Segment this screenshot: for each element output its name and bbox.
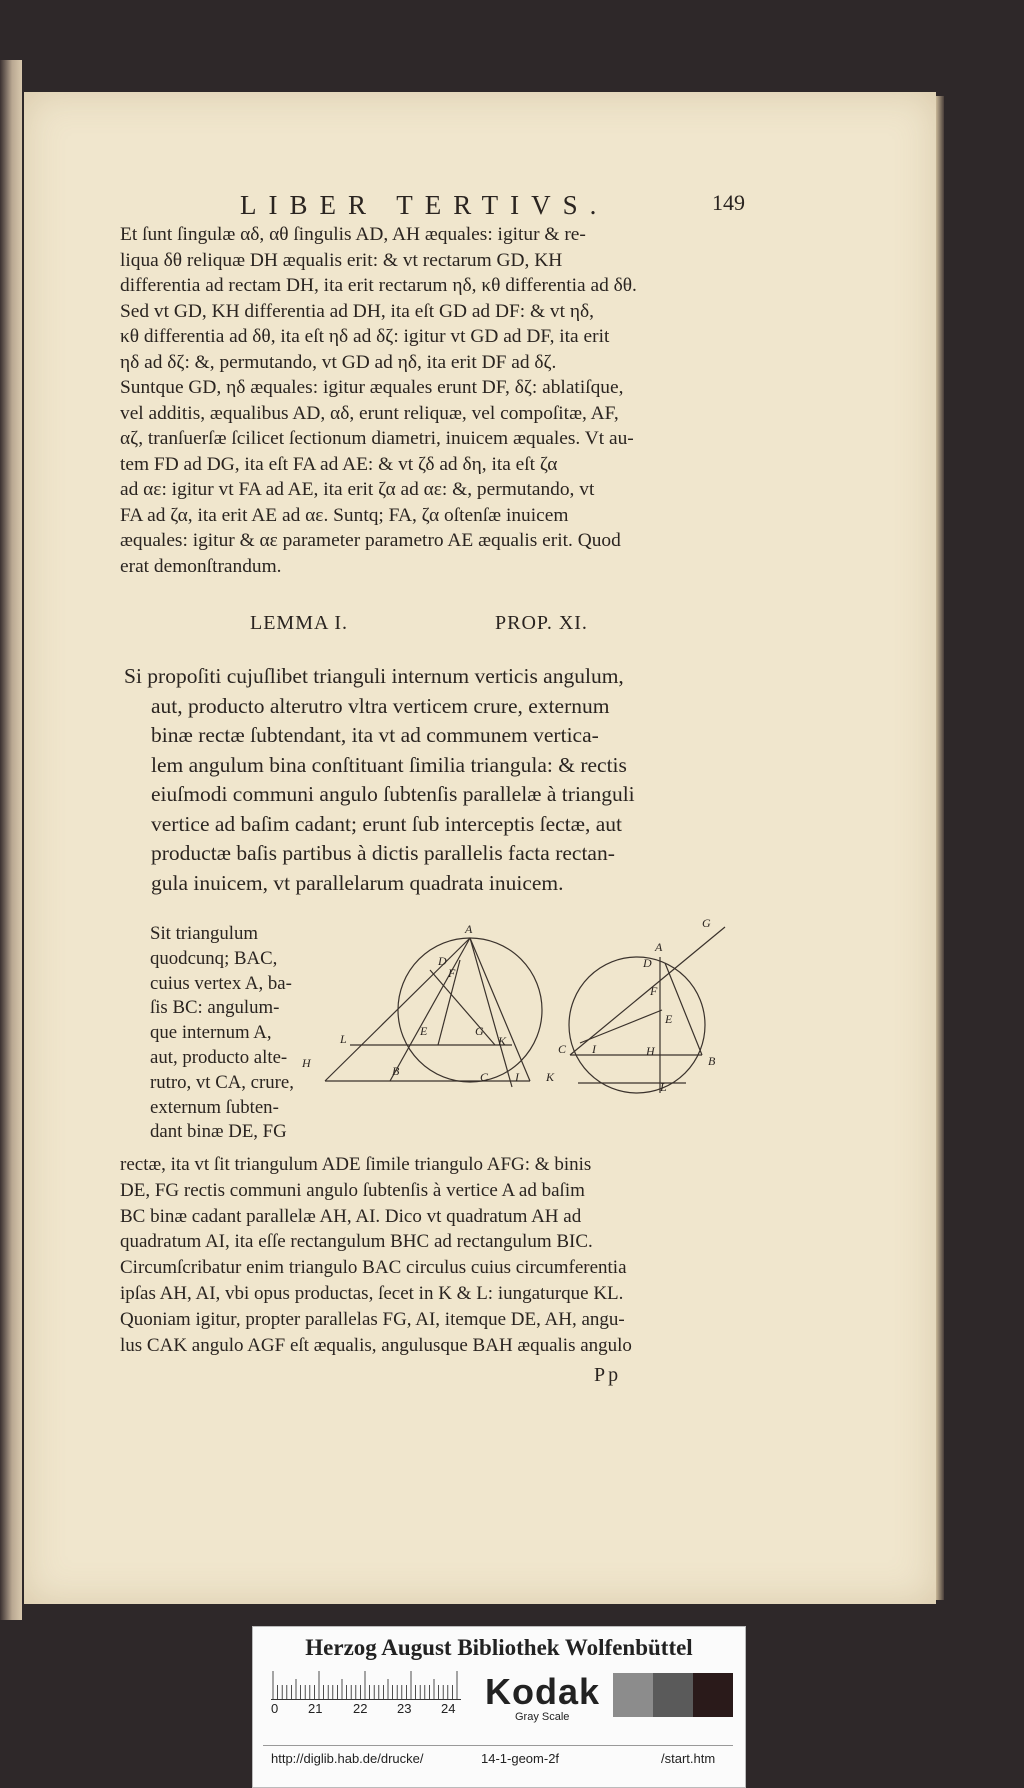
text-line: rutro, vt CA, crure, bbox=[150, 1071, 294, 1093]
left-line-ab bbox=[390, 938, 470, 1081]
label-e: E bbox=[420, 1024, 428, 1038]
text-line: erat demonſtrandum. bbox=[120, 555, 282, 577]
ruler-number: 21 bbox=[308, 1701, 323, 1716]
text-line: Sed vt GD, KH differentia ad DH, ita eſt GD ad DF: & vt ηδ, bbox=[120, 300, 594, 322]
label-l: L bbox=[340, 1032, 347, 1046]
left-circle bbox=[398, 938, 542, 1082]
kodak-logo: Kodak bbox=[485, 1671, 601, 1712]
label-d: D bbox=[438, 954, 447, 968]
text-line: aut, producto alte- bbox=[150, 1046, 288, 1068]
label-f2: F bbox=[650, 984, 658, 998]
text-line: κθ differentia ad δθ, ita eſt ηδ ad δζ: igitur vt GD ad DF, ita erit bbox=[120, 326, 610, 347]
label-a: A bbox=[465, 922, 473, 936]
label-d2: D bbox=[643, 956, 652, 970]
shelfmark: 14-1-geom-2f bbox=[481, 1751, 560, 1766]
text-line: vel additis, æqualibus AD, αδ, erunt reliquæ, vel compoſitæ, AF, bbox=[120, 402, 619, 424]
text-line: quadratum AI, ita eſſe rectangulum BHC ad rectangulum BIC. bbox=[120, 1231, 593, 1253]
measurement-ruler bbox=[271, 1671, 461, 1700]
text-line: differentia ad rectam DH, ita erit rectarum ηδ, κθ differentia ad δθ. bbox=[120, 275, 637, 296]
lower-paragraph bbox=[120, 1152, 750, 1358]
label-k: K bbox=[498, 1034, 507, 1048]
label-a2: A bbox=[655, 940, 663, 954]
library-title: Herzog August Bibliothek Wolfenbüttel bbox=[305, 1635, 693, 1660]
text-line: FA ad ζα, ita erit AE ad αε. Suntq; FA, ζα oſtenſæ inuicem bbox=[120, 504, 569, 526]
text-line: Circumſcribatur enim triangulo BAC circulus cuius circumferentia bbox=[120, 1257, 627, 1279]
right-line-gk bbox=[570, 927, 725, 1055]
text-line: ad αε: igitur vt FA ad AE, ita erit ζα ad αε: &, permutando, vt bbox=[120, 479, 595, 500]
text-line: Suntque GD, ηδ æquales: igitur æquales erunt DF, δζ: ablatiſque, bbox=[120, 377, 624, 398]
text-line: gula inuicem, vt parallelarum quadrata inuicem. bbox=[151, 870, 564, 895]
left-line-ai bbox=[470, 938, 512, 1087]
left-line-de bbox=[430, 970, 495, 1045]
text-line: quodcunq; BAC, bbox=[150, 947, 278, 969]
geometric-figure bbox=[302, 915, 730, 1115]
text-line: ipſas AH, AI, vbi opus productas, ſecet in K & L: iungaturque KL. bbox=[120, 1282, 624, 1304]
figure-side-text bbox=[150, 922, 320, 1145]
ruler-number: 22 bbox=[353, 1701, 368, 1716]
label-g: G bbox=[475, 1024, 484, 1038]
text-line: aut, producto alterutro vltra verticem crure, externum bbox=[151, 693, 610, 718]
text-line: æquales: igitur & αε parameter parametro AE æqualis erit. Quod bbox=[120, 530, 621, 551]
gray-patch bbox=[693, 1673, 733, 1717]
label-k2: K bbox=[546, 1070, 555, 1084]
label-l2: L bbox=[660, 1080, 667, 1094]
prop-label: PROP. XI. bbox=[495, 612, 588, 634]
text-line: DE, FG rectis communi angulo ſubtenſis à vertice A ad baſim bbox=[120, 1179, 585, 1201]
text-line: Et ſunt ſingulæ αδ, αθ ſingulis AD, AH æquales: igitur & re- bbox=[120, 224, 586, 245]
text-line: tem FD ad DG, ita eſt FA ad AE: & vt ζδ ad δη, ita eſt ζα bbox=[120, 453, 558, 475]
catchword: Pp bbox=[594, 1364, 622, 1386]
text-line: lus CAK angulo AGF eſt æqualis, angulusque BAH æqualis angulo bbox=[120, 1334, 632, 1356]
source-url: http://diglib.hab.de/drucke/ bbox=[271, 1751, 424, 1766]
text-line: que internum A, bbox=[150, 1022, 272, 1044]
text-line: Sit triangulum bbox=[150, 923, 258, 944]
text-line: Quoniam igitur, propter parallelas FG, AI, itemque DE, AH, angu- bbox=[120, 1308, 625, 1330]
text-line: rectæ, ita vt ſit triangulum ADE ſimile triangulo AFG: & binis bbox=[120, 1154, 592, 1175]
label-g2: G bbox=[702, 916, 711, 930]
start-page: /start.htm bbox=[661, 1751, 716, 1766]
ruler-number: 0 bbox=[271, 1701, 279, 1716]
top-paragraph bbox=[120, 222, 750, 579]
page-fore-edge bbox=[936, 96, 944, 1600]
lemma-label: LEMMA I. bbox=[250, 612, 348, 634]
text-line: lem angulum bina conſtituant ſimilia triangula: & rectis bbox=[151, 752, 627, 777]
text-line: dant binæ DE, FG bbox=[150, 1121, 287, 1143]
label-h2: H bbox=[646, 1044, 655, 1058]
label-c2: C bbox=[558, 1042, 567, 1056]
label-b2: B bbox=[708, 1054, 716, 1068]
label-f: F bbox=[448, 966, 456, 980]
ruler-number: 23 bbox=[397, 1701, 412, 1716]
label-h: H bbox=[302, 1056, 311, 1070]
scan-target-card bbox=[252, 1626, 746, 1788]
divider bbox=[263, 1745, 733, 1746]
text-line: ſis BC: angulum- bbox=[150, 997, 280, 1019]
text-line: liqua δθ reliquæ DH æqualis erit: & vt rectarum GD, KH bbox=[120, 249, 563, 271]
gray-patch bbox=[653, 1673, 693, 1717]
left-line-ah bbox=[325, 938, 470, 1081]
text-line: cuius vertex A, ba- bbox=[150, 972, 292, 994]
ruler-number: 24 bbox=[441, 1701, 456, 1716]
text-line: vertice ad baſim cadant; erunt ſub interceptis ſectæ, aut bbox=[151, 811, 623, 836]
label-i2: I bbox=[592, 1042, 596, 1056]
text-line: eiuſmodi communi angulo ſubtenſis parallelæ à trianguli bbox=[151, 782, 635, 806]
right-line-ie bbox=[580, 1010, 662, 1043]
label-e2: E bbox=[665, 1012, 673, 1026]
label-b: B bbox=[392, 1064, 400, 1078]
text-line: BC binæ cadant parallelæ AH, AI. Dico vt quadratum AH ad bbox=[120, 1205, 582, 1227]
gray-scale-patches bbox=[613, 1673, 733, 1717]
right-circle bbox=[569, 957, 705, 1093]
text-line: αζ, tranſuerſæ ſcilicet ſectionum diametri, inuicem æquales. Vt au- bbox=[120, 428, 634, 449]
gray-patch bbox=[613, 1673, 653, 1717]
text-line: binæ rectæ ſubtendant, ita vt ad communem vertica- bbox=[151, 723, 599, 747]
text-line: externum ſubten- bbox=[150, 1096, 279, 1118]
page-number: 149 bbox=[712, 190, 745, 215]
text-line: ηδ ad δζ: &, permutando, vt GD ad ηδ, ita erit DF ad δζ. bbox=[120, 351, 557, 373]
label-c: C bbox=[480, 1070, 489, 1084]
proposition-statement bbox=[124, 662, 754, 898]
gray-scale-label: Gray Scale bbox=[515, 1711, 570, 1723]
ruler-ticks bbox=[271, 1671, 461, 1699]
label-i: I bbox=[515, 1070, 519, 1084]
text-line: Si propoſiti cujuſlibet trianguli internum verticis angulum, bbox=[124, 664, 624, 688]
left-page-edge bbox=[0, 60, 22, 1620]
text-line: productæ baſis partibus à dictis parallelis facta rectan- bbox=[151, 841, 615, 865]
running-head: LIBER TERTIVS. bbox=[240, 190, 609, 220]
right-line-ab bbox=[665, 963, 702, 1055]
